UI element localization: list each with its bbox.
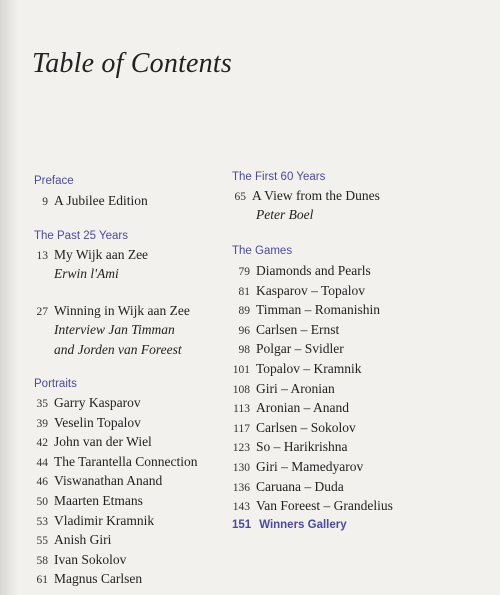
toc-entry[interactable] (30, 193, 148, 209)
entry-title: A View from the Dunes (252, 188, 380, 203)
toc-entry[interactable] (30, 247, 148, 263)
page-number: 53 (36, 515, 48, 528)
toc-entry[interactable] (228, 361, 362, 377)
entry-title: A Jubilee Edition (54, 193, 148, 208)
entry-title: Timman – Romanishin (256, 302, 381, 318)
page-number: 42 (36, 437, 48, 450)
toc-entry[interactable] (228, 498, 393, 514)
entry-title: Caruana – Duda (256, 478, 344, 494)
winners-gallery-link[interactable] (232, 519, 347, 531)
entry-title: Carlsen – Sokolov (256, 419, 356, 435)
page-gutter-shadow (0, 0, 18, 595)
page-number: 108 (232, 383, 250, 396)
toc-entry[interactable] (228, 420, 356, 436)
page-number: 44 (36, 456, 48, 469)
entry-title: Van Foreest – Grandelius (256, 498, 393, 514)
toc-entry[interactable] (30, 571, 142, 587)
page-number: 143 (232, 501, 250, 514)
section-heading-preface: Preface (34, 175, 74, 187)
toc-entry[interactable] (30, 493, 143, 509)
toc-entry[interactable] (228, 381, 335, 397)
toc-entry[interactable] (30, 303, 190, 319)
toc-entry[interactable] (30, 473, 162, 489)
page-number: 151 (232, 519, 252, 531)
entry-author: Peter Boel (256, 207, 314, 222)
page-number: 50 (36, 496, 48, 508)
toc-entry[interactable] (30, 552, 126, 568)
toc-entry[interactable] (228, 479, 344, 495)
entry-title: John van der Wiel (54, 434, 152, 450)
page-number: 96 (238, 324, 250, 337)
entry-author: Interview Jan Timman (54, 322, 175, 337)
toc-entry[interactable] (228, 400, 349, 416)
toc-entry[interactable] (30, 454, 198, 470)
page-number: 79 (238, 266, 250, 278)
entry-title: Topalov – Kramnik (256, 361, 362, 376)
entry-author: Erwin l'Ami (54, 266, 119, 281)
entry-title: My Wijk aan Zee (54, 247, 149, 262)
page-number: 46 (36, 476, 48, 489)
entry-title: Aronian – Anand (256, 400, 349, 416)
entry-title: Veselin Topalov (54, 414, 141, 430)
page-number: 13 (36, 250, 48, 262)
page-number: 123 (232, 442, 250, 455)
page-number: 61 (36, 574, 48, 587)
toc-entry[interactable] (228, 341, 344, 357)
page-number: 89 (238, 305, 250, 318)
entry-title: So – Harikrishna (256, 439, 348, 455)
page-number: 130 (232, 462, 250, 474)
toc-entry[interactable] (228, 302, 380, 318)
entry-title: The Tarantella Connection (54, 453, 198, 469)
page-number: 81 (238, 285, 250, 298)
toc-entry[interactable] (228, 188, 380, 204)
section-heading-the-games: The Games (232, 245, 293, 257)
section-heading-first-60-years: The First 60 Years (232, 171, 326, 183)
page-number: 55 (36, 535, 48, 548)
entry-title: Polgar – Svidler (256, 341, 344, 357)
page-number: 35 (36, 398, 48, 410)
entry-title: Winners Gallery (259, 519, 347, 531)
page-title: Table of Contents (32, 48, 232, 79)
entry-title: Carlsen – Ernst (256, 321, 340, 337)
toc-entry[interactable] (30, 415, 141, 431)
page-number: 98 (238, 344, 250, 357)
entry-title: Vladimir Kramnik (54, 512, 155, 528)
toc-entry[interactable] (228, 322, 339, 338)
entry-title: Viswanathan Anand (54, 473, 163, 489)
page-number: 58 (36, 554, 48, 567)
toc-entry[interactable] (30, 434, 152, 450)
toc-entry[interactable] (228, 283, 365, 299)
page-number: 117 (233, 422, 250, 435)
entry-title: Kasparov – Topalov (256, 282, 366, 298)
entry-title: Winning in Wijk aan Zee (54, 303, 190, 318)
entry-title: Anish Giri (54, 532, 112, 548)
toc-entry[interactable] (30, 395, 141, 411)
entry-title: Diamonds and Pearls (256, 263, 371, 278)
entry-title: Maarten Etmans (54, 493, 143, 508)
page-number: 65 (234, 191, 246, 203)
entry-title: Giri – Mamedyarov (256, 459, 364, 474)
section-heading-past-25-years: The Past 25 Years (34, 230, 128, 242)
page-number: 39 (36, 417, 48, 430)
entry-title: Giri – Aronian (256, 380, 335, 396)
toc-entry[interactable] (228, 439, 348, 455)
entry-title: Ivan Sokolov (54, 551, 127, 567)
page-number: 27 (36, 306, 48, 318)
page-number: 9 (42, 196, 48, 208)
toc-entry[interactable] (30, 513, 154, 529)
page-number: 136 (232, 481, 250, 494)
toc-entry[interactable] (228, 263, 371, 279)
entry-title: Garry Kasparov (54, 395, 141, 410)
page-number: 113 (233, 403, 250, 416)
page-number: 101 (232, 364, 250, 376)
section-heading-portraits: Portraits (34, 378, 77, 390)
entry-title: Magnus Carlsen (54, 571, 143, 587)
entry-author: and Jorden van Foreest (54, 341, 182, 357)
toc-entry[interactable] (30, 532, 111, 548)
toc-entry[interactable] (228, 459, 363, 475)
